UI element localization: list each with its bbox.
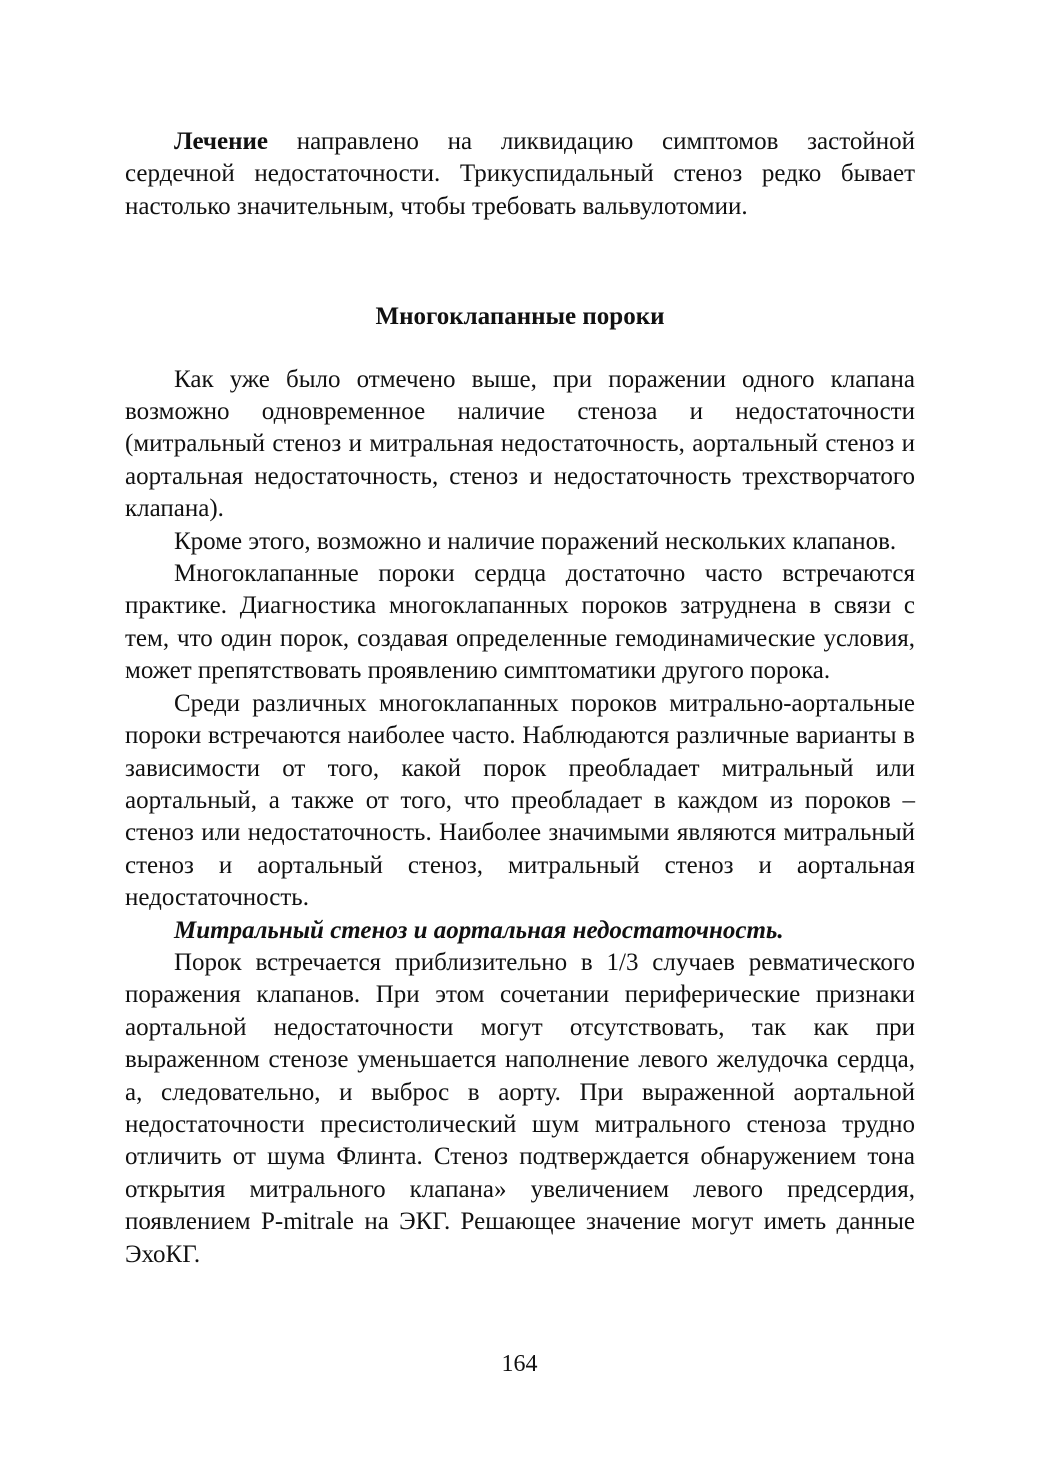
paragraph-1: Как уже было отмечено выше, при поражении одного клапана возможно одновременное наличие стеноза и недостаточности (митральный стеноз и митральная недостаточность, аортальный стеноз и аортальная недостаточность, стеноз и недостаточность трехстворчатого клапана).	[125, 365, 915, 523]
spacer	[125, 334, 915, 364]
paragraph-5: Порок встречается приблизительно в 1/3 случаев ревматического поражения клапанов. При этом сочетании периферические признаки аортальной недостаточности могут отсутствовать, так как при выраженном стенозе уменьшается наполнение левого желудочка сердца, а, следовательно, и выброс в аорту. При выраженной аортальной недостаточности пресистолический шум митрального стеноза трудно отличить от шума Флинта. Стеноз подтверждается обнаружением тона открытия митрального клапана» увеличением левого предсердия, появлением P-mitrale на ЭКГ. Решающее значение могут иметь данные ЭхоКГ.	[125, 948, 915, 1268]
section-title: Многоклапанные пороки	[375, 303, 665, 331]
page-number: 164	[501, 1351, 538, 1377]
treatment-text: направлено на ликвидацию симптомов застойной сердечной недостаточности. Трикуспидальный стеноз редко бывает настолько значительным, чтобы требовать вальвулотомии.	[125, 128, 915, 220]
paragraph-2: Кроме этого, возможно и наличие поражений нескольких клапанов.	[174, 527, 897, 555]
spacer	[125, 223, 915, 301]
treatment-paragraph	[125, 126, 915, 223]
paragraph-3: Многоклапанные пороки сердца достаточно часто встречаются практике. Диагностика многоклапанных пороков затруднена в связи с тем, что один порок, создавая определенные гемодинамические условия, может препятствовать проявлению симптоматики другого порока.	[125, 560, 915, 685]
subsection-title: Митральный стеноз и аортальная недостаточность.	[174, 916, 784, 944]
treatment-label: Лечение	[174, 128, 269, 155]
page-body	[125, 126, 915, 1271]
paragraph-4: Среди различных многоклапанных пороков митрально-аортальные пороки встречаются наиболее часто. Наблюдаются различные варианты в зависимости от того, какой порок преобладает митральный или аортальный, а также от того, что преобладает в каждом из пороков – стеноз или недостаточность. Наиболее значимыми являются митральный стеноз и аортальный стеноз, митральный стеноз и аортальная недостаточность.	[125, 689, 915, 912]
